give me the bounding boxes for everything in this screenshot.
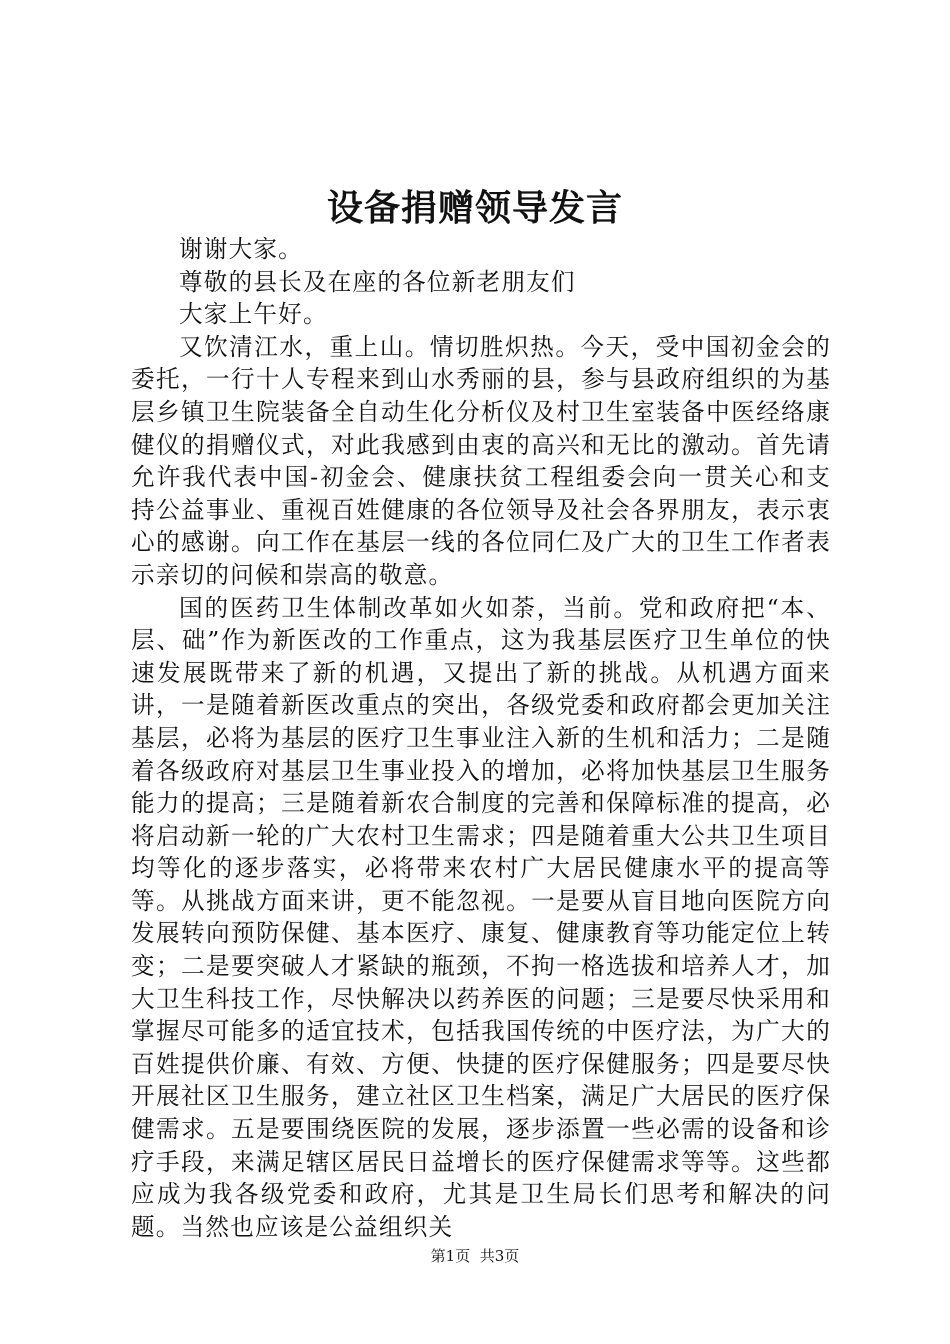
paragraph-reform: 国的医药卫生体制改革如火如荼，当前。党和政府把“本、层、础”作为新医改的工作重点，这为我基层医疗卫生单位的快速发展既带来了新的机遇，又提出了新的挑战。从机遇方面来讲，一是随着新医改重点的突出，各级党委和政府都会更加关注基层，必将为基层的医疗卫生事业注入新的生机和活力；二是随着各级政府对基层卫生事业投入的增加，必将加快基层卫生服务能力的提高；三是随着新农合制度的完善和保障标准的提高，必将启动新一轮的广大农村卫生需求；四是随着重大公共卫生项目均等化的逐步落实，必将带来农村广大居民健康水平的提高等等。从挑战方面来讲，更不能忽视。一是要从盲目地向医院方向发展转向预防保健、基本医疗、康复、健康教育等功能定位上转变；二是要突破人才紧缺的瓶颈，不拘一格选拔和培养人才，加大卫生科技工作，尽快解决以药养医的问题；三是要尽快采用和掌握尽可能多的适宜技术，包括我国传统的中医疗法，为广大的百姓提供价廉、有效、方便、快捷的医疗保健服务；四是要尽快开展社区卫生服务，建立社区卫生档案，满足广大居民的医疗保健需求。五是要围绕医院的发展，逐步添置一些必需的设备和诊疗手段，来满足辖区居民日益增长的医疗保健需求等等。这些都应成为我各级党委和政府，尤其是卫生局长们思考和解决的问题。当然也应该是公益组织关: [131, 593, 831, 1241]
paragraph-opening: 又饮清江水，重上山。情切胜炽热。今天，受中国初金会的委托，一行十人专程来到山水秀丽的县，参与县政府组织的为基层乡镇卫生院装备全自动生化分析仪及村卫生室装备中医经络康健仪的捐赠仪式，对此我感到由衷的高兴和无比的激动。首先请允许我代表中国-初金会、健康扶贫工程组委会向一贯关心和支持公益事业、重视百姓健康的各位领导及社会各界朋友，表示衷心的感谢。向工作在基层一线的各位同仁及广大的卫生工作者表示亲切的问候和崇高的敬意。: [131, 332, 831, 589]
paragraph-thanks: 谢谢大家。: [179, 235, 303, 263]
page-total: 共3页: [479, 1247, 520, 1265]
paragraph-salutation: 尊敬的县长及在座的各位新老朋友们: [179, 267, 576, 296]
page-number: 第1页: [430, 1247, 471, 1265]
page-footer: [0, 1246, 950, 1266]
paragraph-greeting: 大家上午好。: [179, 300, 328, 329]
document-body: [131, 233, 831, 1243]
document-title: 设备捐赠领导发言: [326, 187, 623, 229]
